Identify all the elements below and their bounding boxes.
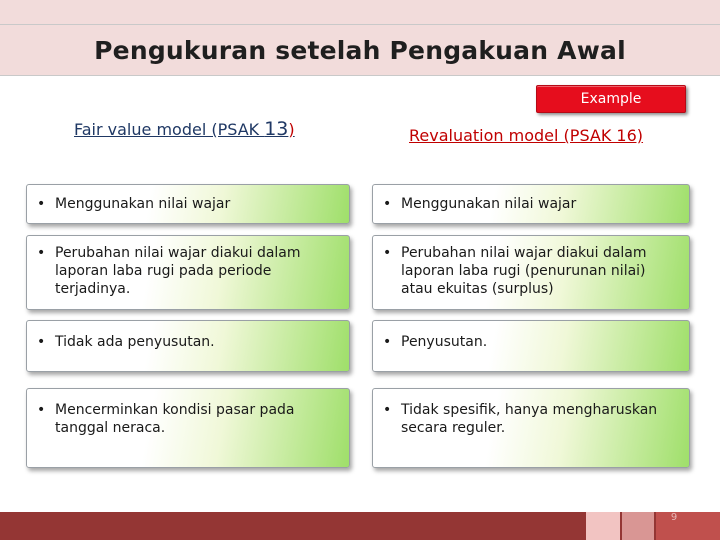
left-header-text: Fair value model (PSAK bbox=[74, 120, 265, 139]
left-column-header bbox=[74, 118, 295, 140]
example-button[interactable]: Example bbox=[536, 85, 686, 113]
left-header-number: 13 bbox=[264, 118, 289, 140]
fair-value-card-4 bbox=[26, 388, 350, 468]
card-text: Tidak spesifik, hanya mengharuskan secara reguler. bbox=[401, 402, 658, 436]
revaluation-card-4 bbox=[372, 388, 690, 468]
fair-value-card-3 bbox=[26, 320, 350, 372]
revaluation-card-1 bbox=[372, 184, 690, 224]
bullet: • bbox=[383, 245, 392, 261]
card-text: Menggunakan nilai wajar bbox=[55, 196, 231, 212]
slide-title: Pengukuran setelah Pengakuan Awal bbox=[94, 35, 626, 65]
bullet: • bbox=[37, 334, 46, 350]
footer-block-light bbox=[586, 512, 620, 540]
card-text: Perubahan nilai wajar diakui dalam laporan laba rugi (penurunan nilai) atau ekuitas (surplus) bbox=[401, 245, 647, 297]
revaluation-card-2 bbox=[372, 235, 690, 310]
card-text: Tidak ada penyusutan. bbox=[55, 334, 215, 350]
title-bar bbox=[0, 24, 720, 76]
bullet: • bbox=[383, 334, 392, 350]
card-text: Mencerminkan kondisi pasar pada tanggal neraca. bbox=[55, 402, 295, 436]
right-column-header: Revaluation model (PSAK 16) bbox=[409, 126, 644, 145]
revaluation-card-3 bbox=[372, 320, 690, 372]
top-band bbox=[0, 0, 720, 24]
footer-block-medium bbox=[622, 512, 654, 540]
fair-value-card-1 bbox=[26, 184, 350, 224]
fair-value-card-2 bbox=[26, 235, 350, 310]
card-text: Menggunakan nilai wajar bbox=[401, 196, 577, 212]
bullet: • bbox=[37, 196, 46, 212]
bullet: • bbox=[37, 402, 46, 418]
card-text: Perubahan nilai wajar diakui dalam laporan laba rugi pada periode terjadinya. bbox=[55, 245, 301, 297]
bullet: • bbox=[383, 402, 392, 418]
page-number: 9 bbox=[670, 512, 678, 523]
left-header-paren: ) bbox=[288, 120, 295, 139]
bullet: • bbox=[37, 245, 46, 261]
bullet: • bbox=[383, 196, 392, 212]
card-text: Penyusutan. bbox=[401, 334, 488, 350]
